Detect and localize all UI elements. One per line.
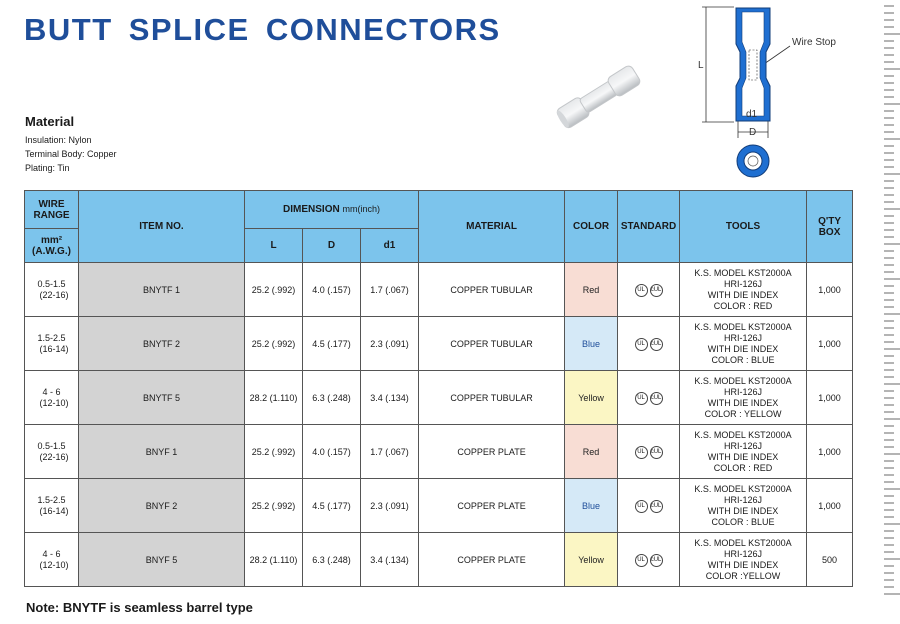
dim-l-cell: 28.2 (1.110) [245,533,303,587]
header-dimension [245,191,419,229]
dim-d1-cell: 3.4 (.134) [361,371,419,425]
dim-d1-cell: 2.3 (.091) [361,317,419,371]
cul-mark-icon: cUL [650,446,663,459]
wire-mm: 1.5-2.5 [37,332,66,343]
item-no-cell: BNYTF 2 [79,317,245,371]
item-no-cell: BNYF 2 [79,479,245,533]
wire-mm: 1.5-2.5 [37,494,66,505]
tools-line: HRI-126J [724,548,763,559]
dim-d-cell: 4.5 (.177) [303,317,361,371]
tools-line: WITH DIE INDEX [707,343,779,354]
wire-mm: 4 - 6 [42,548,61,559]
wire-range-cell [25,371,79,425]
table-row [25,263,853,317]
dim-d-cell: 6.3 (.248) [303,371,361,425]
item-no-cell: BNYF 5 [79,533,245,587]
wire-mm: 0.5-1.5 [37,440,66,451]
tools-cell [680,371,807,425]
wire-range-cell [25,533,79,587]
dim-d1-cell: 3.4 (.134) [361,533,419,587]
spec-table [24,190,853,587]
material-body: Terminal Body: Copper [25,149,117,159]
header-wire-unit [25,229,79,263]
standard-cell [618,425,680,479]
header-l: L [245,229,303,263]
tools-line: HRI-126J [724,494,763,505]
tools-line: COLOR : YELLOW [704,408,782,419]
dim-l-cell: 28.2 (1.110) [245,371,303,425]
wire-range-cell [25,479,79,533]
dim-d-cell: 4.0 (.157) [303,425,361,479]
tools-line: HRI-126J [724,278,763,289]
color-cell: Red [565,425,618,479]
tools-line: K.S. MODEL KST2000A [694,483,792,494]
material-insulation: Insulation: Nylon [25,135,92,145]
header-item-no: ITEM NO. [79,191,245,263]
d-label: D [749,127,757,138]
material-cell: COPPER TUBULAR [419,371,565,425]
tools-cell [680,263,807,317]
wire-awg: (22-16) [39,289,69,300]
tools-line: COLOR : RED [713,300,773,311]
qty-cell: 1,000 [807,479,853,533]
standard-cell [618,317,680,371]
table-row [25,479,853,533]
color-cell: Blue [565,479,618,533]
header-color: COLOR [565,191,618,263]
header-material: MATERIAL [419,191,565,263]
dim-d1-cell: 2.3 (.091) [361,479,419,533]
table-row [25,371,853,425]
tools-line: HRI-126J [724,332,763,343]
connector-diagram [692,4,862,180]
tools-line: WITH DIE INDEX [707,451,779,462]
qty-cell: 500 [807,533,853,587]
header-wire-range: WIRE RANGE [25,191,79,229]
dim-d-cell: 6.3 (.248) [303,533,361,587]
table-row [25,317,853,371]
material-cell: COPPER PLATE [419,425,565,479]
qty-label-2: BOX [818,226,841,238]
material-cell: COPPER PLATE [419,533,565,587]
qty-cell: 1,000 [807,317,853,371]
table-row [25,533,853,587]
standard-cell [618,533,680,587]
color-cell: Red [565,263,618,317]
ul-mark-icon: UL [635,338,648,351]
material-info [25,114,117,175]
dim-d-cell: 4.5 (.177) [303,479,361,533]
material-heading: Material [25,114,75,129]
header-d: D [303,229,361,263]
d1-label: d1 [746,109,758,120]
tools-line: K.S. MODEL KST2000A [694,321,792,332]
connector-photo [548,56,648,136]
tools-line: COLOR : BLUE [711,516,775,527]
wire-unit-awg: (A.W.G.) [32,245,71,257]
wire-awg: (16-14) [39,343,69,354]
material-cell: COPPER TUBULAR [419,263,565,317]
wire-awg: (22-16) [39,451,69,462]
header-tools: TOOLS [680,191,807,263]
cul-mark-icon: cUL [650,500,663,513]
dim-l-cell: 25.2 (.992) [245,479,303,533]
ul-mark-icon: UL [635,284,648,297]
footnote: Note: BNYTF is seamless barrel type [26,600,253,615]
wire-mm: 0.5-1.5 [37,278,66,289]
color-cell: Blue [565,317,618,371]
wire-awg: (12-10) [39,397,69,408]
item-no-cell: BNYTF 5 [79,371,245,425]
material-cell: COPPER PLATE [419,479,565,533]
tools-cell [680,479,807,533]
page-title: BUTT SPLICE CONNECTORS [24,12,501,47]
dim-d1-cell: 1.7 (.067) [361,263,419,317]
wire-stop-label: Wire Stop [792,37,836,48]
wire-range-cell [25,263,79,317]
cul-mark-icon: cUL [650,284,663,297]
standard-cell [618,479,680,533]
dim-d-cell: 4.0 (.157) [303,263,361,317]
wire-range-cell [25,425,79,479]
color-cell: Yellow [565,371,618,425]
ul-mark-icon: UL [635,500,648,513]
tools-line: HRI-126J [724,386,763,397]
l-label: L [698,60,704,71]
cul-mark-icon: cUL [650,338,663,351]
header-standard: STANDARD [618,191,680,263]
standard-cell [618,263,680,317]
color-cell: Yellow [565,533,618,587]
tools-cell [680,533,807,587]
dimension-label: DIMENSION [283,204,340,215]
dim-l-cell: 25.2 (.992) [245,317,303,371]
wire-awg: (16-14) [39,505,69,516]
table-row [25,425,853,479]
wire-mm: 4 - 6 [42,386,61,397]
item-no-cell: BNYF 1 [79,425,245,479]
wire-range-cell [25,317,79,371]
standard-cell [618,371,680,425]
qty-cell: 1,000 [807,263,853,317]
dim-l-cell: 25.2 (.992) [245,263,303,317]
material-plating: Plating: Tin [25,163,70,173]
tools-line: COLOR : BLUE [711,354,775,365]
qty-cell: 1,000 [807,425,853,479]
side-ruler [884,0,900,600]
dim-d1-cell: 1.7 (.067) [361,425,419,479]
tools-line: K.S. MODEL KST2000A [694,375,792,386]
ul-mark-icon: UL [635,446,648,459]
tools-line: HRI-126J [724,440,763,451]
tools-line: WITH DIE INDEX [707,559,779,570]
tools-cell [680,317,807,371]
material-cell: COPPER TUBULAR [419,317,565,371]
tools-line: K.S. MODEL KST2000A [694,267,792,278]
tools-line: COLOR : RED [713,462,773,473]
tools-line: K.S. MODEL KST2000A [694,429,792,440]
cul-mark-icon: cUL [650,392,663,405]
dim-l-cell: 25.2 (.992) [245,425,303,479]
header-d1: d1 [361,229,419,263]
tools-cell [680,425,807,479]
wire-awg: (12-10) [39,559,69,570]
wire-unit-mm: mm² [40,234,63,246]
tools-line: WITH DIE INDEX [707,289,779,300]
cul-mark-icon: cUL [650,554,663,567]
tools-line: COLOR :YELLOW [705,570,781,581]
tools-line: K.S. MODEL KST2000A [694,537,792,548]
ul-mark-icon: UL [635,392,648,405]
tools-line: WITH DIE INDEX [707,505,779,516]
qty-label-1: Q'TY [818,215,841,227]
tools-line: WITH DIE INDEX [707,397,779,408]
header-qty [807,191,853,263]
ul-mark-icon: UL [635,554,648,567]
dimension-unit: mm(inch) [342,204,380,214]
qty-cell: 1,000 [807,371,853,425]
item-no-cell: BNYTF 1 [79,263,245,317]
